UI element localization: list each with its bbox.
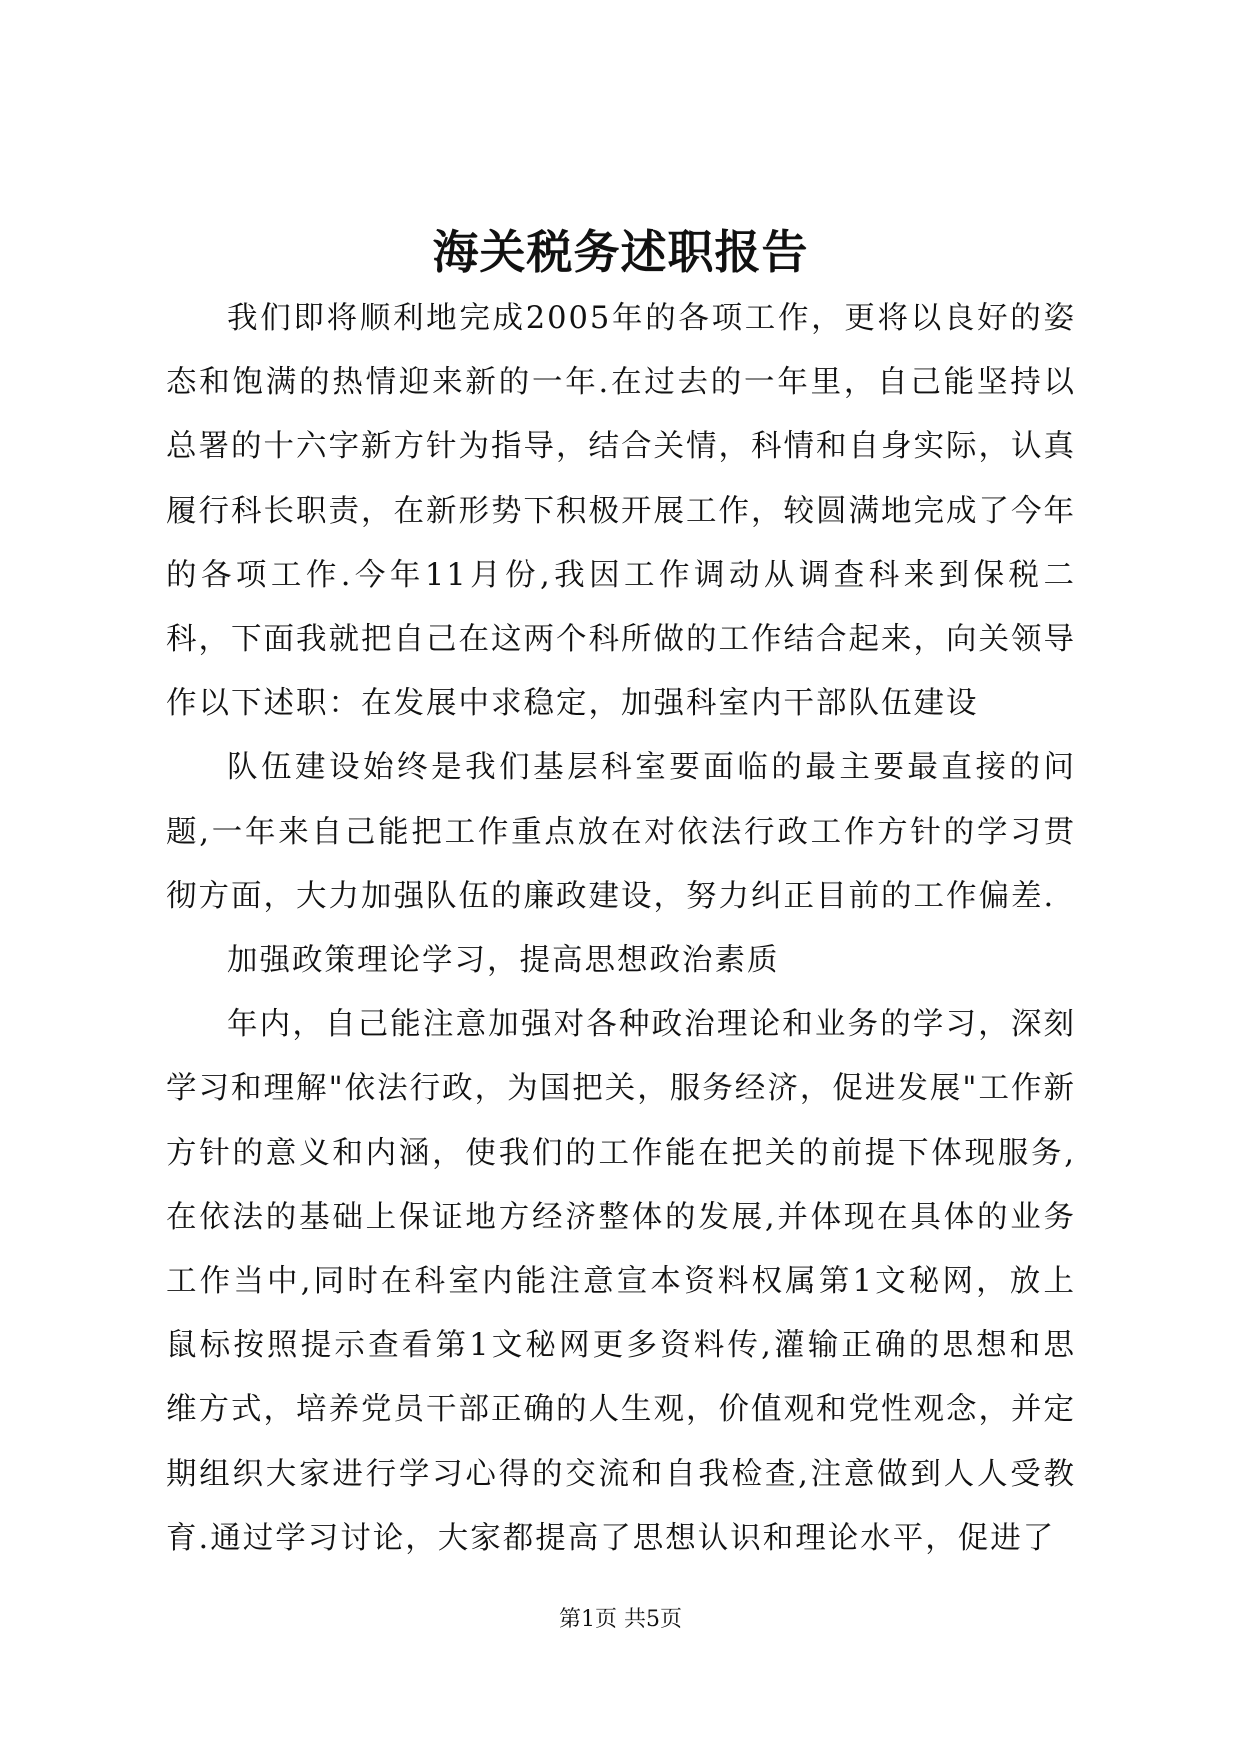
paragraph-intro: 我们即将顺利地完成2005年的各项工作，更将以良好的姿态和饱满的热情迎来新的一年.在过去的一年里，自己能坚持以总署的十六字新方针为指导，结合关情，科情和自身实际，认真履行科长职责，在新形势下积极开展工作，较圆满地完成了今年的各项工作.今年11月份,我因工作调动从调查科来到保税二科，下面我就把自己在这两个科所做的工作结合起来，向关领导作以下述职：在发展中求稳定，加强科室内干部队伍建设 <box>166 301 1076 722</box>
paragraph-team-building: 队伍建设始终是我们基层科室要面临的最主要最直接的问题,一年来自己能把工作重点放在对依法行政工作方针的学习贯彻方面，大力加强队伍的廉政建设，努力纠正目前的工作偏差. <box>166 750 1076 914</box>
document-body <box>166 287 1076 1571</box>
document-title: 海关税务述职报告 <box>432 225 809 279</box>
page-number: 第1页 共5页 <box>559 1607 682 1632</box>
paragraph-heading-study: 加强政策理论学习，提高思想政治素质 <box>227 943 780 979</box>
paragraph-study: 年内，自己能注意加强对各种政治理论和业务的学习，深刻学习和理解"依法行政，为国把关，服务经济，促进发展"工作新方针的意义和内涵，使我们的工作能在把关的前提下体现服务,在依法的基础上保证地方经济整体的发展,并体现在具体的业务工作当中,同时在科室内能注意宣本资料权属第1文秘网，放上鼠标按照提示查看第1文秘网更多资料传,灌输正确的思想和思维方式，培养党员干部正确的人生观，价值观和党性观念，并定期组织大家进行学习心得的交流和自我检查,注意做到人人受教育.通过学习讨论，大家都提高了思想认识和理论水平，促进了 <box>166 1007 1076 1556</box>
